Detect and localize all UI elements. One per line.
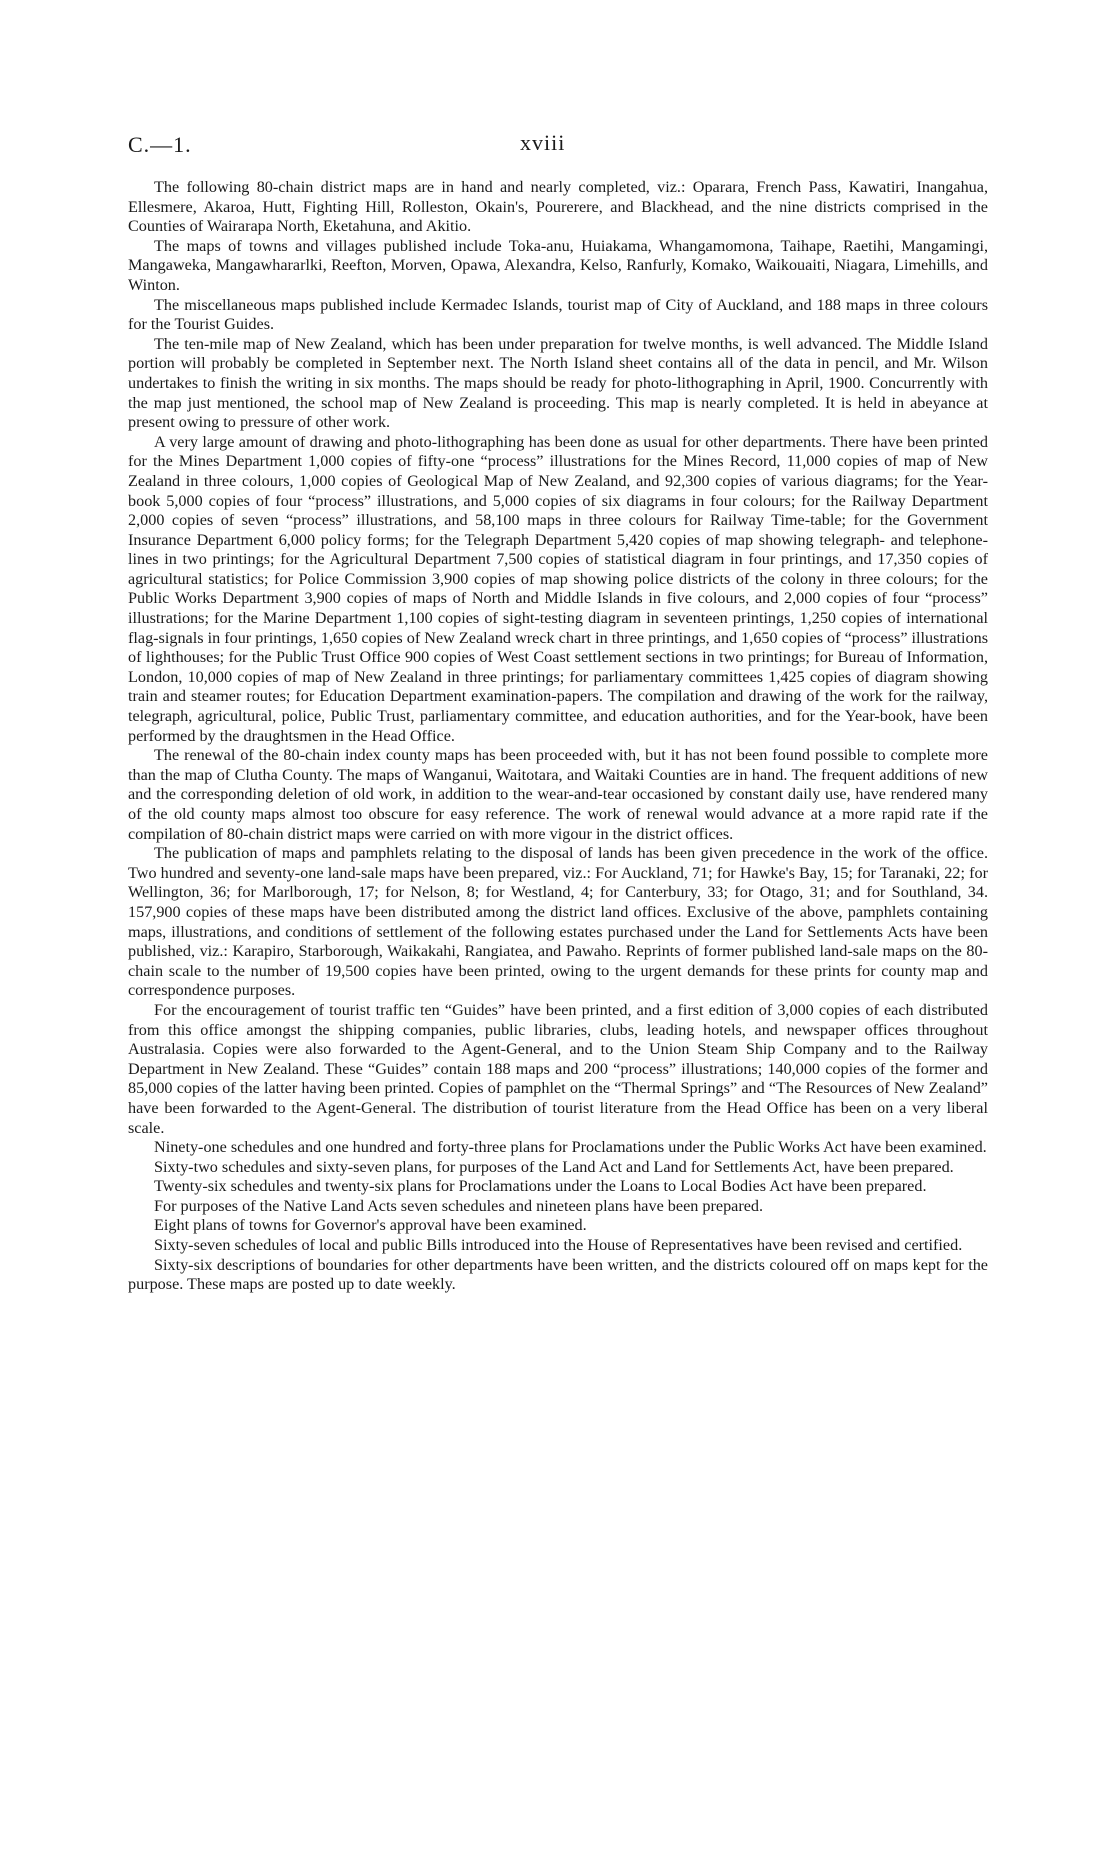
page-number: xviii	[520, 130, 566, 155]
paragraph-tourist-guides: For the encouragement of tourist traffic ten “Guides” have been printed, and a first edition of 3,000 copies of each distributed from this office amongst the shipping companies, public libraries, clubs, leading hotels, and newspaper offices throughout Australasia. Copies were also forwarded to the Agent-General, and to the Union Steam Ship Company and to the Railway Department in New Zealand. These “Guides” contain 188 maps and 200 “process” illustrations; 140,000 copies of the former and 85,000 copies of the latter having been printed. Copies of pamphlet on the “Thermal Springs” and “The Resources of New Zealand” have been forwarded to the Agent-General. The distribution of tourist literature from the Head Office has been on a very liberal scale.	[128, 1000, 988, 1137]
paragraph-town-maps: The maps of towns and villages published include Toka-anu, Huiakama, Whangamomona, Taihape, Raetihi, Mangamingi, Mangaweka, Mangawhararlki, Reefton, Morven, Opawa, Alexandra, Kelso, Ranfurly, Komako, Waikouaiti, Niagara, Limehills, and Winton.	[128, 236, 988, 294]
body-text	[128, 178, 988, 1295]
paragraph-land-sale-maps: The publication of maps and pamphlets relating to the disposal of lands has been given precedence in the work of the office. Two hundred and seventy-one land-sale maps have been prepared, viz.: For Auckland, 71; for Hawke's Bay, 15; for Taranaki, 22; for Wellington, 36; for Marlborough, 17; for Nelson, 8; for Westland, 4; for Canterbury, 33; for Otago, 31; and for Southland, 34. 157,900 copies of these maps have been distributed among the district land offices. Exclusive of the above, pamphlets containing maps, illustrations, and conditions of settlement of the following estates purchased under the Land for Settlements Acts have been published, viz.: Karapiro, Starborough, Waikakahi, Rangiatea, and Pawaho. Reprints of former published land-sale maps on the 80-chain scale to the number of 19,500 copies have been printed, owing to the urgent demands for these prints for county map and correspondence purposes.	[128, 844, 988, 1000]
paragraph-district-maps: The following 80-chain district maps are in hand and nearly completed, viz.: Oparara, French Pass, Kawatiri, Inangahua, Ellesmere, Akaroa, Hutt, Fighting Hill, Rolleston, Okain's, Pourerere, and Blackhead, and the nine districts comprised in the Counties of Wairarapa North, Eketahuna, and Akitio.	[128, 178, 988, 236]
paragraph-other-departments: A very large amount of drawing and photo-lithographing has been done as usual for other departments. There have been printed for the Mines Department 1,000 copies of fifty-one “process” illustrations for the Mines Record, 11,000 copies of map of New Zealand in three colours, 1,000 copies of Geological Map of New Zealand, and 92,300 copies of various diagrams; for the Year-book 5,000 copies of four “process” illustrations, and 5,000 copies of six diagrams in four colours; for the Railway Department 2,000 copies of seven “process” illustrations, and 58,100 maps in three colours for Railway Time-table; for the Government Insurance Department 6,000 policy forms; for the Telegraph Department 5,420 copies of map showing telegraph- and telephone-lines in two printings; for the Agricultural Department 7,500 copies of statistical diagram in four printings, and 17,350 copies of agricultural statistics; for Police Commission 3,900 copies of map showing police districts of the colony in three colours; for the Public Works Department 3,900 copies of maps of North and Middle Islands in five colours, and 2,000 copies of four “process” illustrations; for the Marine Department 1,100 copies of sight-testing diagram in seventeen printings, 1,250 copies of international flag-signals in four printings, 1,650 copies of New Zealand wreck chart in three printings, and 1,650 copies of “process” illustrations of lighthouses; for the Public Trust Office 900 copies of West Coast settlement sections in two printings; for Bureau of Information, London, 10,000 copies of map of New Zealand in three printings; for parliamentary committees 1,425 copies of diagram showing train and steamer routes; for Education Department examination-papers. The compilation and drawing of the work for the railway, telegraph, agricultural, police, Public Trust, parliamentary committee, and education authorities, and for the Year-book, have been performed by the draughtsmen in the Head Office.	[128, 432, 988, 745]
paragraph-boundary-descriptions: Sixty-six descriptions of boundaries for other departments have been written, and the districts coloured off on maps kept for the purpose. These maps are posted up to date weekly.	[128, 1255, 988, 1294]
paragraph-miscellaneous-maps: The miscellaneous maps published include Kermadec Islands, tourist map of City of Auckland, and 188 maps in three colours for the Tourist Guides.	[128, 295, 988, 334]
paragraph-county-maps-renewal: The renewal of the 80-chain index county maps has been proceeded with, but it has not been found possible to complete more than the map of Clutha County. The maps of Wanganui, Waitotara, and Waitaki Counties are in hand. The frequent additions of new and the corresponding deletion of old work, in addition to the wear-and-tear occasioned by constant daily use, have rendered many of the old county maps almost too obscure for easy reference. The work of renewal would advance at a more rapid rate if the compilation of 80-chain district maps were carried on with more vigour in the district offices.	[128, 746, 988, 843]
paper-number: C.—1.	[128, 132, 192, 157]
paragraph-loans-local-bodies: Twenty-six schedules and twenty-six plans for Proclamations under the Loans to Local Bodies Act have been prepared.	[154, 1177, 927, 1196]
paragraph-native-land-acts: For purposes of the Native Land Acts seven schedules and nineteen plans have been prepared.	[154, 1196, 764, 1215]
paragraph-land-act: Sixty-two schedules and sixty-seven plans, for purposes of the Land Act and Land for Settlements Act, have been prepared.	[154, 1157, 954, 1176]
paragraph-public-works: Ninety-one schedules and one hundred and forty-three plans for Proclamations under the Public Works Act have been examined.	[154, 1138, 987, 1157]
paragraph-ten-mile-map: The ten-mile map of New Zealand, which has been under preparation for twelve months, is well advanced. The Middle Island portion will probably be completed in September next. The North Island sheet contains all of the data in pencil, and Mr. Wilson undertakes to finish the writing in six months. The maps should be ready for photo-lithographing in April, 1900. Concurrently with the map just mentioned, the school map of New Zealand is proceeding. This map is nearly completed. It is held in abeyance at present owing to pressure of other work.	[128, 334, 988, 432]
paragraph-town-plans: Eight plans of towns for Governor's approval have been examined.	[154, 1216, 587, 1235]
paragraph-bills: Sixty-seven schedules of local and public Bills introduced into the House of Representatives have been revised and certified.	[154, 1236, 963, 1255]
